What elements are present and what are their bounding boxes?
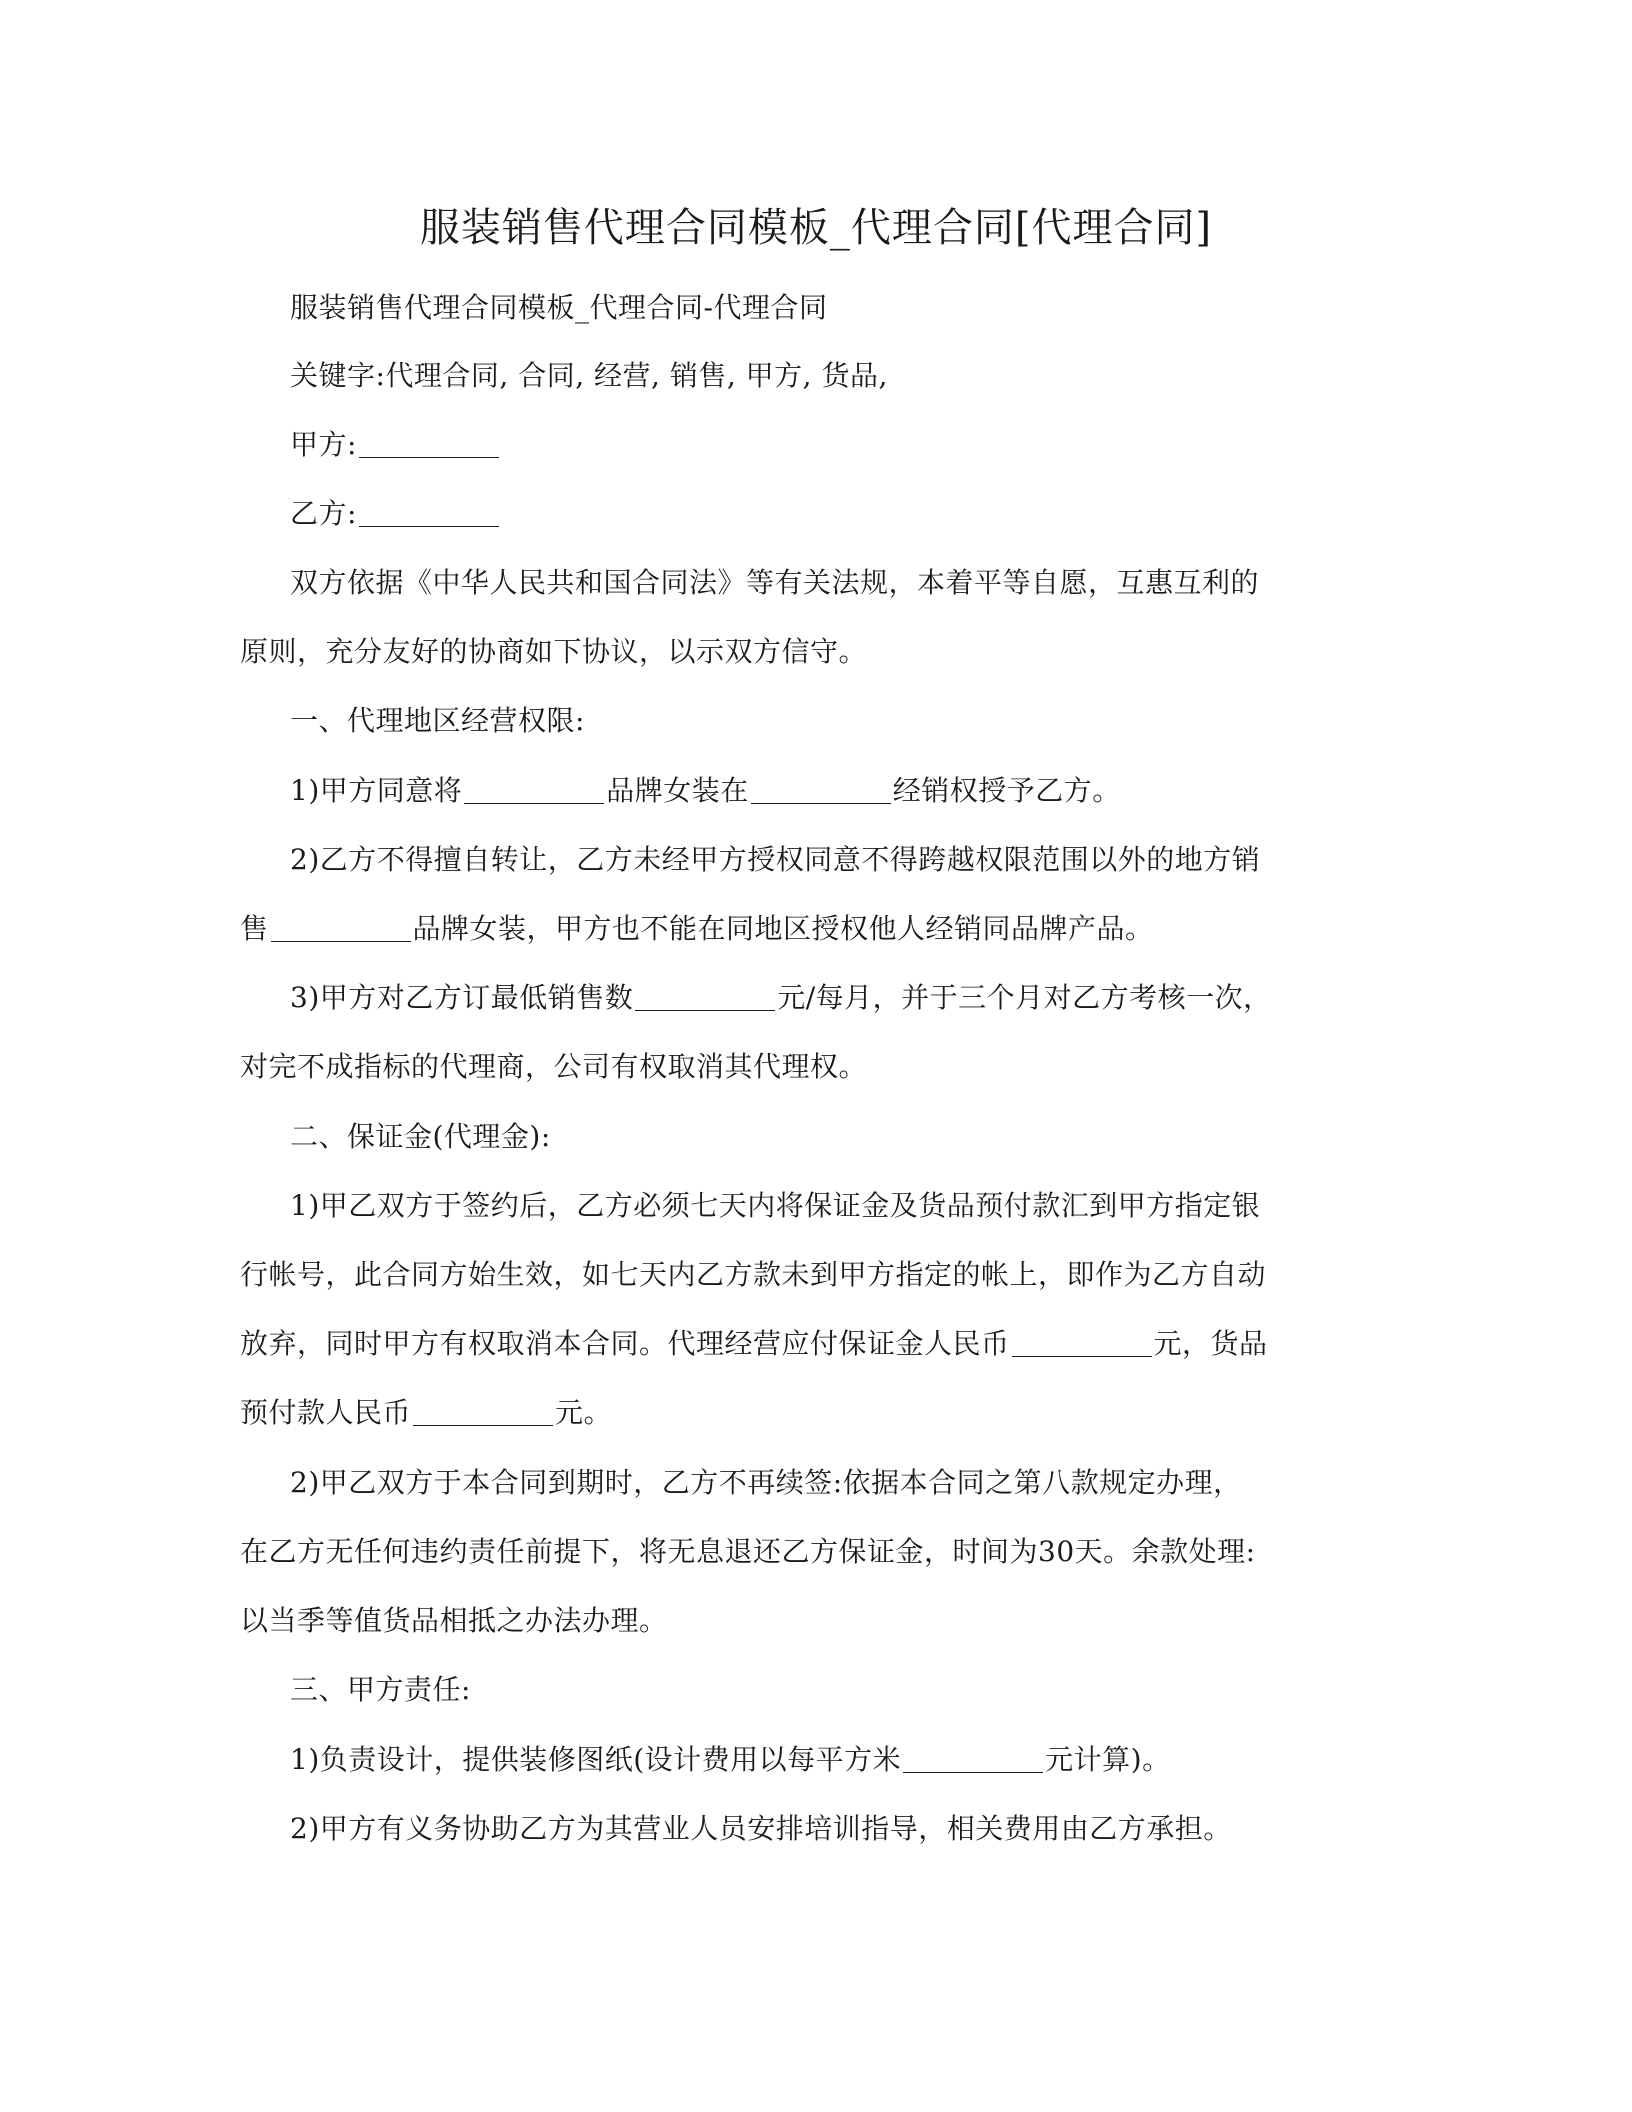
blank-field — [903, 1771, 1043, 1773]
clause-1-2-line-2 — [240, 909, 1154, 949]
party-a-line — [290, 425, 501, 465]
clause-text: 预付款人民币 — [240, 1396, 412, 1429]
clause-2-2-line-2: 在乙方无任何违约责任前提下，将无息退还乙方保证金，时间为30天。余款处理: — [240, 1535, 1256, 1568]
clause-text: 1)甲方同意将 — [290, 774, 463, 807]
clause-3-1 — [290, 1740, 1171, 1780]
section-1-heading: 一、代理地区经营权限: — [290, 704, 585, 737]
intro-line-1: 双方依据《中华人民共和国合同法》等有关法规，本着平等自愿，互惠互利的 — [290, 566, 1260, 599]
intro-line-2: 原则，充分友好的协商如下协议，以示双方信守。 — [240, 635, 868, 668]
blank-field — [413, 1424, 553, 1426]
party-b-line — [290, 494, 501, 534]
clause-2-2-line-3: 以当季等值货品相抵之办法办理。 — [240, 1604, 668, 1637]
clause-2-1-line-1: 1)甲乙双方于签约后，乙方必须七天内将保证金及货品预付款汇到甲方指定银 — [290, 1189, 1261, 1222]
clause-2-1-line-4 — [240, 1393, 612, 1433]
clause-2-1-line-2: 行帐号，此合同方始生效，如七天内乙方款未到甲方指定的帐上，即作为乙方自动 — [240, 1258, 1267, 1291]
clause-2-2-line-1: 2)甲乙双方于本合同到期时，乙方不再续签:依据本合同之第八款规定办理， — [290, 1466, 1242, 1499]
clause-1-3-line-2: 对完不成指标的代理商，公司有权取消其代理权。 — [240, 1050, 868, 1083]
clause-text: 品牌女装，甲方也不能在同地区授权他人经销同品牌产品。 — [412, 912, 1154, 945]
section-2-heading: 二、保证金(代理金): — [290, 1120, 551, 1153]
clause-1-3-line-1 — [290, 978, 1272, 1018]
blank-field — [464, 802, 604, 804]
section-3-heading: 三、甲方责任: — [290, 1673, 471, 1706]
keywords: 关键字:代理合同, 合同, 经营, 销售, 甲方, 货品, — [290, 359, 888, 392]
clause-text: 3)甲方对乙方订最低销售数 — [290, 981, 634, 1014]
blank-field — [751, 802, 891, 804]
document-title: 服装销售代理合同模板_代理合同[代理合同] — [419, 205, 1213, 251]
clause-3-2: 2)甲方有义务协助乙方为其营业人员安排培训指导，相关费用由乙方承担。 — [290, 1812, 1232, 1845]
clause-1-1 — [290, 771, 1121, 811]
clause-text: 元。 — [555, 1396, 613, 1429]
clause-text: 放弃，同时甲方有权取消本合同。代理经营应付保证金人民币 — [240, 1327, 1010, 1360]
blank-field — [359, 456, 499, 458]
subtitle: 服装销售代理合同模板_代理合同-代理合同 — [290, 291, 828, 324]
clause-text: 售 — [240, 912, 269, 945]
clause-2-1-line-3 — [240, 1324, 1268, 1364]
blank-field — [1012, 1355, 1152, 1357]
clause-text: 元计算)。 — [1045, 1743, 1171, 1776]
clause-text: 元，货品 — [1153, 1327, 1268, 1360]
blank-field — [635, 1009, 775, 1011]
clause-1-2-line-1: 2)乙方不得擅自转让，乙方未经甲方授权同意不得跨越权限范围以外的地方销 — [290, 843, 1261, 876]
clause-text: 元/每月，并于三个月对乙方考核一次， — [777, 981, 1272, 1014]
blank-field — [359, 525, 499, 527]
clause-text: 品牌女装在 — [606, 774, 749, 807]
party-b-label: 乙方: — [290, 497, 357, 530]
blank-field — [271, 940, 411, 942]
clause-text: 1)负责设计，提供装修图纸(设计费用以每平方米 — [290, 1743, 902, 1776]
party-a-label: 甲方: — [290, 428, 357, 461]
clause-text: 经销权授予乙方。 — [892, 774, 1121, 807]
